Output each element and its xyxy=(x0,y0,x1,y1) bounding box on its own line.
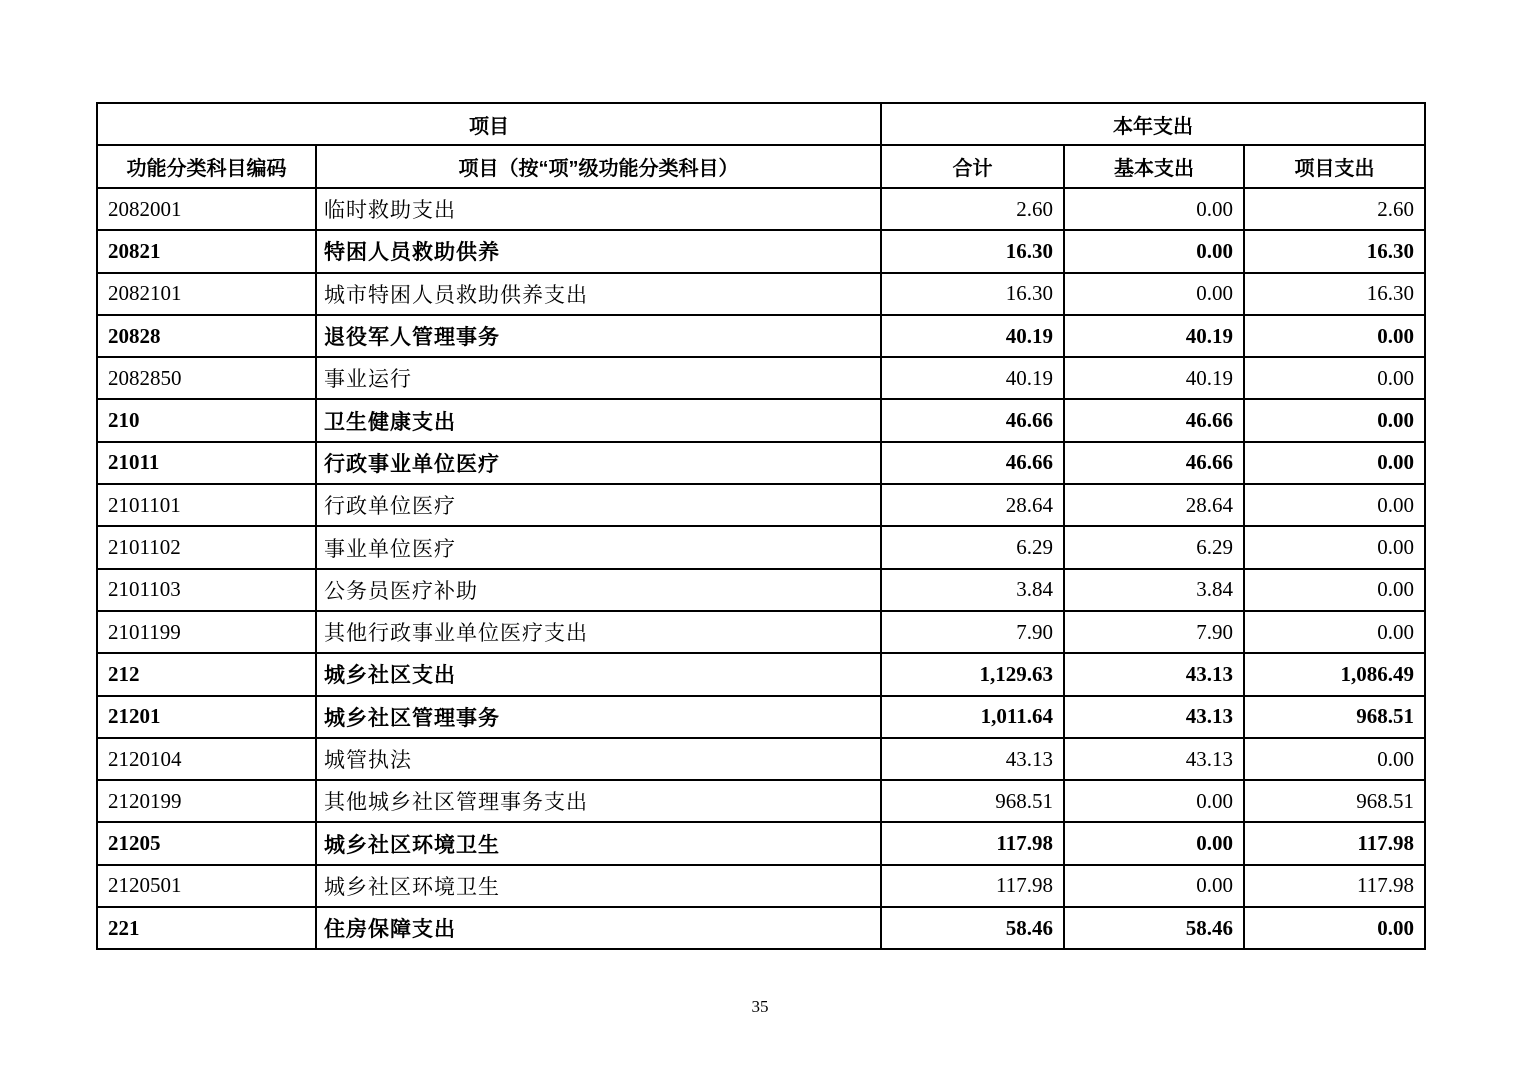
cell-basic-expenditure: 3.84 xyxy=(1064,569,1244,611)
budget-table-header xyxy=(97,103,1425,188)
header-col-basic-expenditure: 基本支出 xyxy=(1064,145,1244,188)
table-row xyxy=(97,526,1425,568)
cell-total: 58.46 xyxy=(881,907,1064,949)
header-group-item: 项目 xyxy=(97,103,881,145)
header-col-project-expenditure: 项目支出 xyxy=(1244,145,1425,188)
header-col-total: 合计 xyxy=(881,145,1064,188)
cell-item-name: 城乡社区环境卫生 xyxy=(316,822,881,864)
cell-basic-expenditure: 46.66 xyxy=(1064,399,1244,441)
cell-project-expenditure: 0.00 xyxy=(1244,484,1425,526)
cell-item-name: 其他城乡社区管理事务支出 xyxy=(316,780,881,822)
cell-function-code: 21201 xyxy=(97,696,316,738)
cell-project-expenditure: 0.00 xyxy=(1244,399,1425,441)
cell-total: 117.98 xyxy=(881,865,1064,907)
cell-function-code: 2120104 xyxy=(97,738,316,780)
table-row xyxy=(97,357,1425,399)
cell-item-name: 城乡社区支出 xyxy=(316,653,881,695)
table-row xyxy=(97,230,1425,272)
cell-function-code: 21205 xyxy=(97,822,316,864)
cell-function-code: 2101103 xyxy=(97,569,316,611)
cell-item-name: 其他行政事业单位医疗支出 xyxy=(316,611,881,653)
cell-item-name: 事业运行 xyxy=(316,357,881,399)
cell-basic-expenditure: 0.00 xyxy=(1064,865,1244,907)
table-row xyxy=(97,484,1425,526)
table-row xyxy=(97,442,1425,484)
cell-basic-expenditure: 0.00 xyxy=(1064,230,1244,272)
table-row xyxy=(97,780,1425,822)
table-row xyxy=(97,907,1425,949)
cell-basic-expenditure: 0.00 xyxy=(1064,822,1244,864)
cell-project-expenditure: 0.00 xyxy=(1244,357,1425,399)
header-group-row xyxy=(97,103,1425,145)
cell-project-expenditure: 968.51 xyxy=(1244,780,1425,822)
cell-function-code: 2082101 xyxy=(97,273,316,315)
cell-function-code: 20821 xyxy=(97,230,316,272)
cell-basic-expenditure: 43.13 xyxy=(1064,738,1244,780)
cell-item-name: 行政事业单位医疗 xyxy=(316,442,881,484)
cell-project-expenditure: 16.30 xyxy=(1244,273,1425,315)
cell-total: 7.90 xyxy=(881,611,1064,653)
cell-item-name: 特困人员救助供养 xyxy=(316,230,881,272)
cell-project-expenditure: 0.00 xyxy=(1244,611,1425,653)
cell-item-name: 公务员医疗补助 xyxy=(316,569,881,611)
cell-basic-expenditure: 58.46 xyxy=(1064,907,1244,949)
cell-function-code: 2082850 xyxy=(97,357,316,399)
table-row xyxy=(97,696,1425,738)
cell-item-name: 行政单位医疗 xyxy=(316,484,881,526)
cell-item-name: 退役军人管理事务 xyxy=(316,315,881,357)
cell-total: 6.29 xyxy=(881,526,1064,568)
cell-total: 1,129.63 xyxy=(881,653,1064,695)
cell-project-expenditure: 0.00 xyxy=(1244,569,1425,611)
cell-project-expenditure: 968.51 xyxy=(1244,696,1425,738)
cell-total: 1,011.64 xyxy=(881,696,1064,738)
table-row xyxy=(97,865,1425,907)
header-col-function-code: 功能分类科目编码 xyxy=(97,145,316,188)
cell-basic-expenditure: 40.19 xyxy=(1064,357,1244,399)
budget-table-body xyxy=(97,188,1425,949)
cell-function-code: 2101101 xyxy=(97,484,316,526)
cell-function-code: 221 xyxy=(97,907,316,949)
cell-basic-expenditure: 0.00 xyxy=(1064,188,1244,230)
cell-basic-expenditure: 0.00 xyxy=(1064,780,1244,822)
cell-item-name: 住房保障支出 xyxy=(316,907,881,949)
cell-total: 117.98 xyxy=(881,822,1064,864)
cell-basic-expenditure: 43.13 xyxy=(1064,696,1244,738)
header-columns-row xyxy=(97,145,1425,188)
table-row xyxy=(97,611,1425,653)
table-row xyxy=(97,188,1425,230)
cell-item-name: 临时救助支出 xyxy=(316,188,881,230)
table-row xyxy=(97,315,1425,357)
table-row xyxy=(97,822,1425,864)
cell-basic-expenditure: 28.64 xyxy=(1064,484,1244,526)
cell-item-name: 城管执法 xyxy=(316,738,881,780)
cell-project-expenditure: 0.00 xyxy=(1244,442,1425,484)
cell-project-expenditure: 0.00 xyxy=(1244,738,1425,780)
cell-total: 968.51 xyxy=(881,780,1064,822)
cell-total: 28.64 xyxy=(881,484,1064,526)
table-row xyxy=(97,273,1425,315)
cell-project-expenditure: 0.00 xyxy=(1244,907,1425,949)
cell-total: 46.66 xyxy=(881,442,1064,484)
cell-item-name: 城乡社区管理事务 xyxy=(316,696,881,738)
cell-function-code: 2101102 xyxy=(97,526,316,568)
page-number: 35 xyxy=(751,997,769,1016)
cell-total: 16.30 xyxy=(881,273,1064,315)
cell-project-expenditure: 117.98 xyxy=(1244,865,1425,907)
cell-total: 2.60 xyxy=(881,188,1064,230)
cell-function-code: 2120199 xyxy=(97,780,316,822)
cell-total: 3.84 xyxy=(881,569,1064,611)
table-row xyxy=(97,653,1425,695)
budget-table xyxy=(96,102,1426,950)
cell-function-code: 2101199 xyxy=(97,611,316,653)
cell-basic-expenditure: 40.19 xyxy=(1064,315,1244,357)
cell-project-expenditure: 0.00 xyxy=(1244,526,1425,568)
cell-item-name: 卫生健康支出 xyxy=(316,399,881,441)
cell-project-expenditure: 0.00 xyxy=(1244,315,1425,357)
header-group-current-year-expenditure: 本年支出 xyxy=(881,103,1425,145)
cell-basic-expenditure: 0.00 xyxy=(1064,273,1244,315)
cell-basic-expenditure: 7.90 xyxy=(1064,611,1244,653)
cell-function-code: 2082001 xyxy=(97,188,316,230)
table-row xyxy=(97,569,1425,611)
cell-project-expenditure: 117.98 xyxy=(1244,822,1425,864)
cell-basic-expenditure: 43.13 xyxy=(1064,653,1244,695)
cell-item-name: 城乡社区环境卫生 xyxy=(316,865,881,907)
cell-total: 46.66 xyxy=(881,399,1064,441)
cell-total: 16.30 xyxy=(881,230,1064,272)
table-row xyxy=(97,399,1425,441)
cell-basic-expenditure: 46.66 xyxy=(1064,442,1244,484)
cell-function-code: 2120501 xyxy=(97,865,316,907)
cell-function-code: 210 xyxy=(97,399,316,441)
cell-project-expenditure: 2.60 xyxy=(1244,188,1425,230)
cell-project-expenditure: 1,086.49 xyxy=(1244,653,1425,695)
table-row xyxy=(97,738,1425,780)
cell-total: 43.13 xyxy=(881,738,1064,780)
cell-function-code: 20828 xyxy=(97,315,316,357)
cell-basic-expenditure: 6.29 xyxy=(1064,526,1244,568)
cell-project-expenditure: 16.30 xyxy=(1244,230,1425,272)
cell-total: 40.19 xyxy=(881,357,1064,399)
cell-item-name: 城市特困人员救助供养支出 xyxy=(316,273,881,315)
cell-total: 40.19 xyxy=(881,315,1064,357)
cell-function-code: 212 xyxy=(97,653,316,695)
header-col-item-name: 项目（按“项”级功能分类科目） xyxy=(316,145,881,188)
cell-item-name: 事业单位医疗 xyxy=(316,526,881,568)
cell-function-code: 21011 xyxy=(97,442,316,484)
